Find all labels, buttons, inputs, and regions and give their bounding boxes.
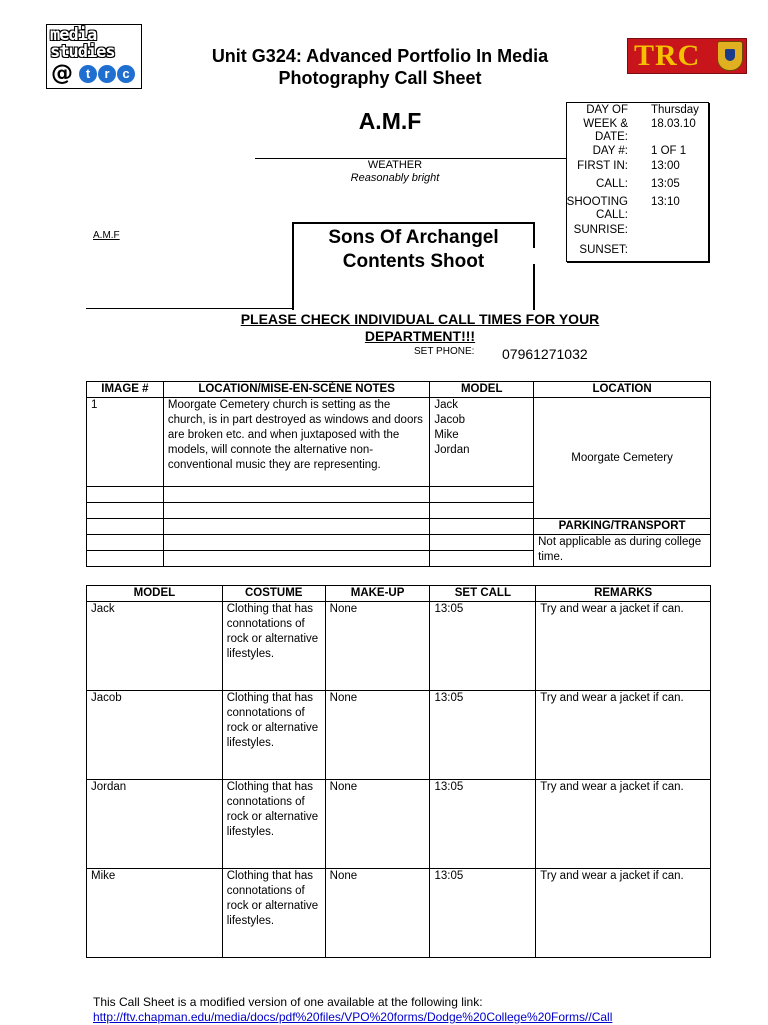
- media-studies-logo: [46, 24, 142, 89]
- day-info-label: DAY #:: [592, 145, 628, 157]
- model-cell: Jack: [87, 602, 223, 691]
- footer-note: This Call Sheet is a modified version of one available at the following link:: [93, 995, 483, 1009]
- empty-cell: [163, 503, 429, 519]
- document-title-line2: Photography Call Sheet: [278, 68, 482, 88]
- empty-cell: [87, 535, 164, 551]
- model-cell: Mike: [87, 869, 223, 958]
- makeup-cell: None: [325, 780, 430, 869]
- parking-header: PARKING/TRANSPORT: [534, 519, 711, 535]
- costume-cell: Clothing that has connotations of rock or alternative lifestyles.: [222, 869, 325, 958]
- notice-line2: DEPARTMENT!!!: [364, 328, 476, 344]
- col-header-model: MODEL: [87, 586, 223, 602]
- day-info-value: 13:05: [651, 178, 680, 190]
- day-info-value: 13:10: [651, 196, 680, 208]
- production-name: A.M.F: [358, 108, 422, 134]
- logo-text-studies: studies: [50, 42, 115, 62]
- costume-cell: Clothing that has connotations of rock or alternative lifestyles.: [222, 691, 325, 780]
- box-edge-gap: [533, 248, 535, 264]
- day-info-label: SHOOTING: [566, 196, 628, 208]
- day-info-value: 18.03.10: [651, 118, 696, 130]
- remarks-cell: Try and wear a jacket if can.: [536, 691, 711, 780]
- empty-cell: [430, 551, 534, 567]
- col-header-costume: COSTUME: [222, 586, 325, 602]
- logo-text-media: media: [50, 25, 97, 45]
- col-header-makeup: MAKE-UP: [325, 586, 430, 602]
- day-info-label: WEEK &: [583, 118, 628, 130]
- day-info-label: CALL:: [596, 178, 628, 190]
- model-name: Jordan: [434, 444, 470, 456]
- source-link[interactable]: http://ftv.chapman.edu/media/docs/pdf%20files/VPO%20forms/Dodge%20College%20Forms//Call: [93, 1010, 613, 1024]
- model-name: Mike: [434, 429, 459, 441]
- day-info-label: CALL:: [596, 209, 628, 221]
- makeup-cell: None: [325, 691, 430, 780]
- empty-cell: [430, 519, 534, 535]
- shoot-title-box: [292, 222, 535, 310]
- company-name: A.M.F: [93, 230, 120, 241]
- empty-cell: [163, 519, 429, 535]
- costume-cell: Clothing that has connotations of rock or alternative lifestyles.: [222, 602, 325, 691]
- empty-cell: [163, 535, 429, 551]
- trc-logo: [627, 38, 747, 74]
- col-header-remarks: REMARKS: [536, 586, 711, 602]
- day-info-label: FIRST IN:: [577, 160, 628, 172]
- divider-line-left: [86, 308, 292, 309]
- logo-dot-c: c: [117, 65, 135, 83]
- empty-cell: [163, 551, 429, 567]
- document-title-line1: Unit G324: Advanced Portfolio In Media: [211, 46, 549, 66]
- notes-cell: Moorgate Cemetery church is setting as the church, is in part destroyed as windows and doors are broken etc. and when juxtaposed with the models, will connote the alternative non-conventional music they are representing.: [163, 398, 429, 487]
- setcall-cell: 13:05: [430, 869, 536, 958]
- model-cell: Jordan: [87, 780, 223, 869]
- model-name: Jack: [434, 399, 458, 411]
- empty-cell: [87, 519, 164, 535]
- day-info-value: 13:00: [651, 160, 680, 172]
- remarks-cell: Try and wear a jacket if can.: [536, 602, 711, 691]
- weather-label: WEATHER: [367, 159, 423, 171]
- col-header-notes: LOCATION/MISE-EN-SCÈNE NOTES: [163, 382, 429, 398]
- setcall-cell: 13:05: [430, 780, 536, 869]
- table-row: [87, 780, 711, 869]
- empty-cell: [163, 487, 429, 503]
- remarks-cell: Try and wear a jacket if can.: [536, 869, 711, 958]
- day-info-label: DATE:: [594, 131, 628, 143]
- model-name: Jacob: [434, 414, 466, 426]
- logo-dot-t: t: [79, 65, 97, 83]
- scene-table: [86, 381, 711, 567]
- day-info-label: DAY OF: [586, 104, 628, 116]
- weather-value: Reasonably bright: [350, 172, 440, 184]
- remarks-cell: Try and wear a jacket if can.: [536, 780, 711, 869]
- shoot-title-line2: Contents Shoot: [342, 251, 485, 272]
- setcall-cell: 13:05: [430, 602, 536, 691]
- models-cell: [430, 398, 534, 487]
- empty-cell: [430, 503, 534, 519]
- table-row: [87, 869, 711, 958]
- day-info-label: SUNSET:: [579, 244, 628, 256]
- notice-line1: PLEASE CHECK INDIVIDUAL CALL TIMES FOR YOUR: [240, 311, 600, 327]
- parking-value: Not applicable as during college time.: [534, 535, 711, 567]
- makeup-cell: None: [325, 869, 430, 958]
- logo-dot-r: r: [98, 65, 116, 83]
- day-info-box: [566, 102, 709, 262]
- empty-cell: [87, 503, 164, 519]
- location-cell: Moorgate Cemetery: [534, 398, 711, 519]
- col-header-model: MODEL: [430, 382, 534, 398]
- col-header-location: LOCATION: [534, 382, 711, 398]
- set-phone-label: SET PHONE:: [414, 346, 475, 357]
- empty-cell: [430, 535, 534, 551]
- day-info-label: SUNRISE:: [573, 224, 628, 236]
- col-header-image: IMAGE #: [87, 382, 164, 398]
- logo-at-sign: @: [51, 61, 73, 86]
- empty-cell: [87, 551, 164, 567]
- trc-logo-text: TRC: [634, 39, 701, 72]
- logo-trc-dots: [79, 65, 136, 83]
- table-row: [87, 602, 711, 691]
- image-number-cell: 1: [87, 398, 164, 487]
- day-info-value: Thursday: [651, 104, 699, 116]
- set-phone-value: 07961271032: [502, 346, 588, 362]
- shoot-title-line1: Sons Of Archangel: [328, 227, 499, 248]
- crest-icon: [717, 41, 743, 71]
- costume-cell: Clothing that has connotations of rock or alternative lifestyles.: [222, 780, 325, 869]
- setcall-cell: 13:05: [430, 691, 536, 780]
- col-header-setcall: SET CALL: [430, 586, 536, 602]
- empty-cell: [87, 487, 164, 503]
- cast-table: [86, 585, 711, 958]
- empty-cell: [430, 487, 534, 503]
- makeup-cell: None: [325, 602, 430, 691]
- table-row: [87, 691, 711, 780]
- model-cell: Jacob: [87, 691, 223, 780]
- day-info-value: 1 OF 1: [651, 145, 687, 157]
